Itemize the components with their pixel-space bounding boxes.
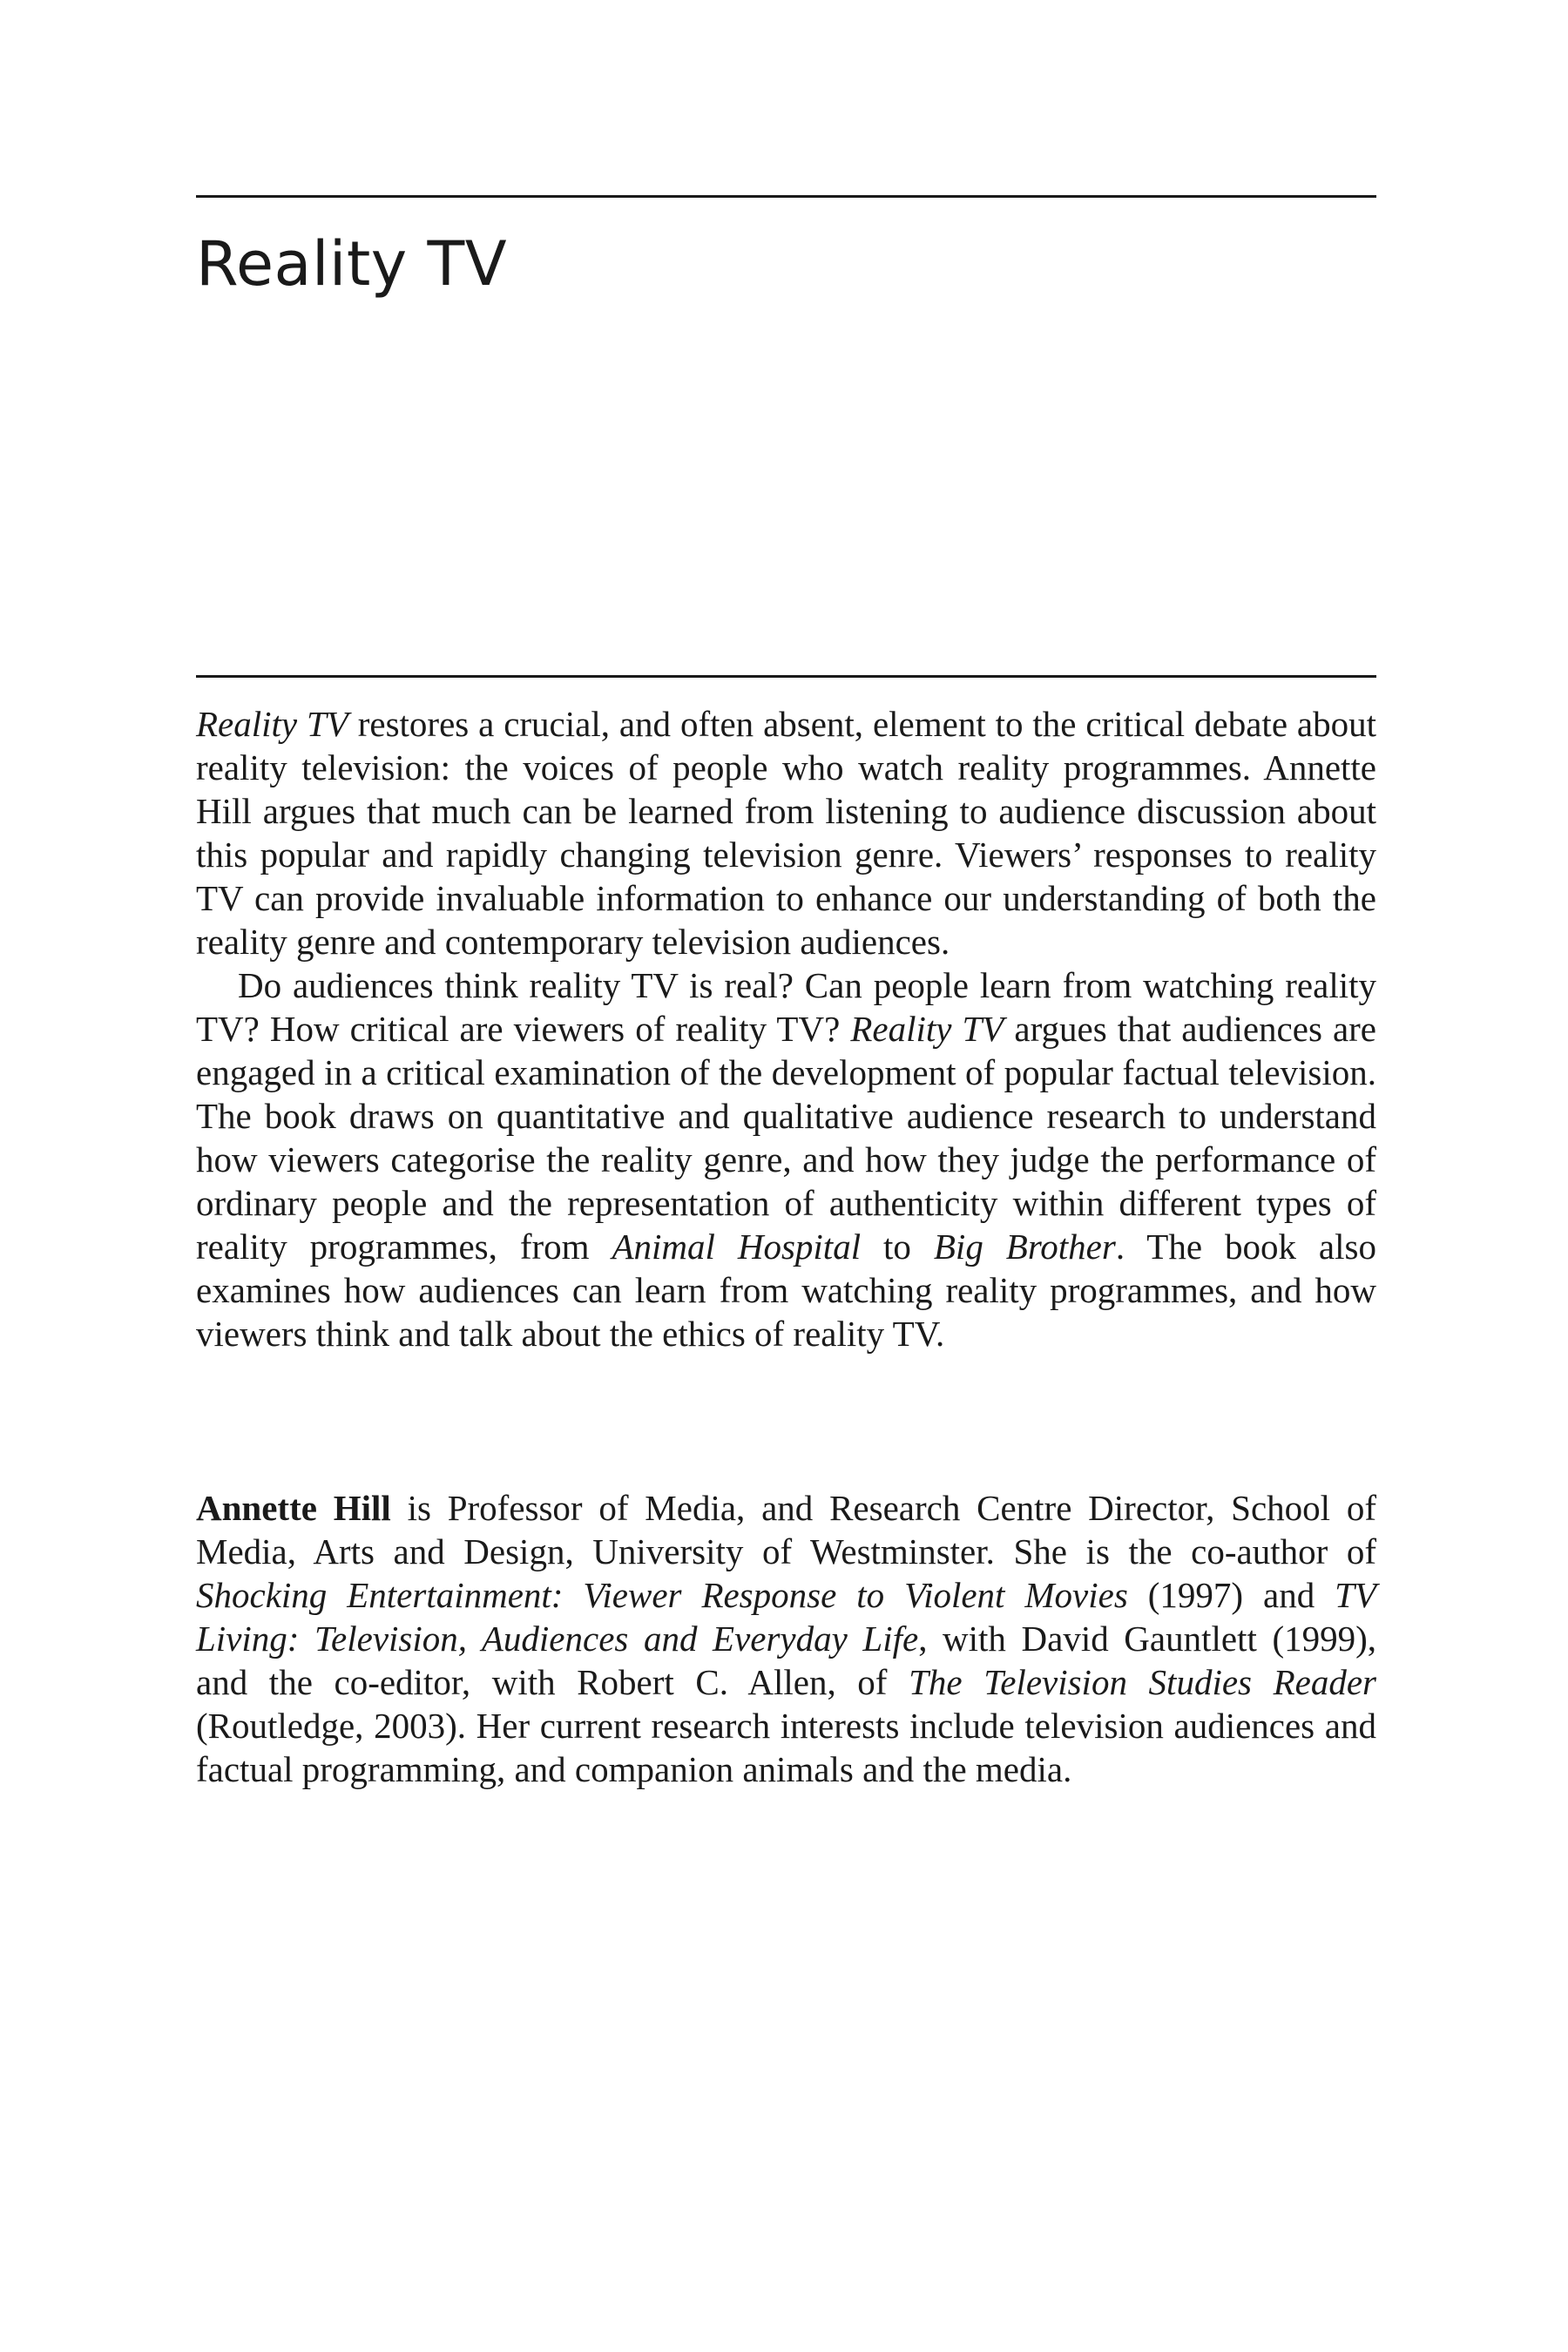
programme-title-italic: Animal Hospital [612,1227,862,1267]
book-title-italic: Reality TV [850,1009,1004,1049]
description-text: Do audiences think reality TV is real? Can people learn from watching reality TV? How critical are viewers of reality TV? [196,965,1376,1049]
book-title-italic: Shocking Entertainment: Viewer Response to Violent Movies [196,1575,1128,1615]
top-rule [196,195,1376,198]
section-rule [196,675,1376,678]
description-text: . The book also examines how audiences can learn from watching reality programmes, and how viewers think and talk about the ethics of reality TV. [196,1227,1376,1354]
bio-text: (1997) and [1127,1575,1335,1615]
description-text: restores a crucial, and often absent, element to the critical debate about reality television: the voices of people who watch reality programmes. Annette Hill argues that much can be learned from listening to audience discussion about this popular and rapidly changing television genre. Viewers’ responses to reality TV can provide invaluable information to enhance our understanding of both the reality genre and contemporary television audiences. [196,704,1376,962]
author-name: Annette Hill [196,1488,391,1528]
book-title-italic: Reality TV [196,704,348,744]
author-bio-paragraph [196,1486,1376,1791]
description-text: argues that audiences are engaged in a critical examination of the development of popular factual television. The book draws on quantitative and qualitative audience research to understand how viewers categorise the reality genre, and how they judge the performance of ordinary people and the representation of authenticity within different types of reality programmes, from [196,1009,1376,1267]
description-text: to [861,1227,934,1267]
page-title: Reality TV [196,228,508,300]
bio-text: is Professor of Media, and Research Centre Director, School of Media, Arts and Design, University of Westminster. She is the co-author of [196,1488,1377,1571]
book-title-italic: The Television Studies Reader [909,1662,1377,1702]
programme-title-italic: Big Brother [933,1227,1116,1267]
book-title-italic: TV Living: Television, Audiences and Everyday Life [196,1575,1376,1659]
description-paragraph-2 [196,963,1376,1355]
book-description [196,702,1376,1355]
description-paragraph-1 [196,702,1376,963]
bio-text: , with David Gauntlett (1999), and the co-editor, with Robert C. Allen, of [196,1619,1377,1702]
author-bio [196,1486,1376,1791]
bio-text: (Routledge, 2003). Her current research interests include television audiences and factual programming, and companion animals and the media. [196,1706,1376,1789]
